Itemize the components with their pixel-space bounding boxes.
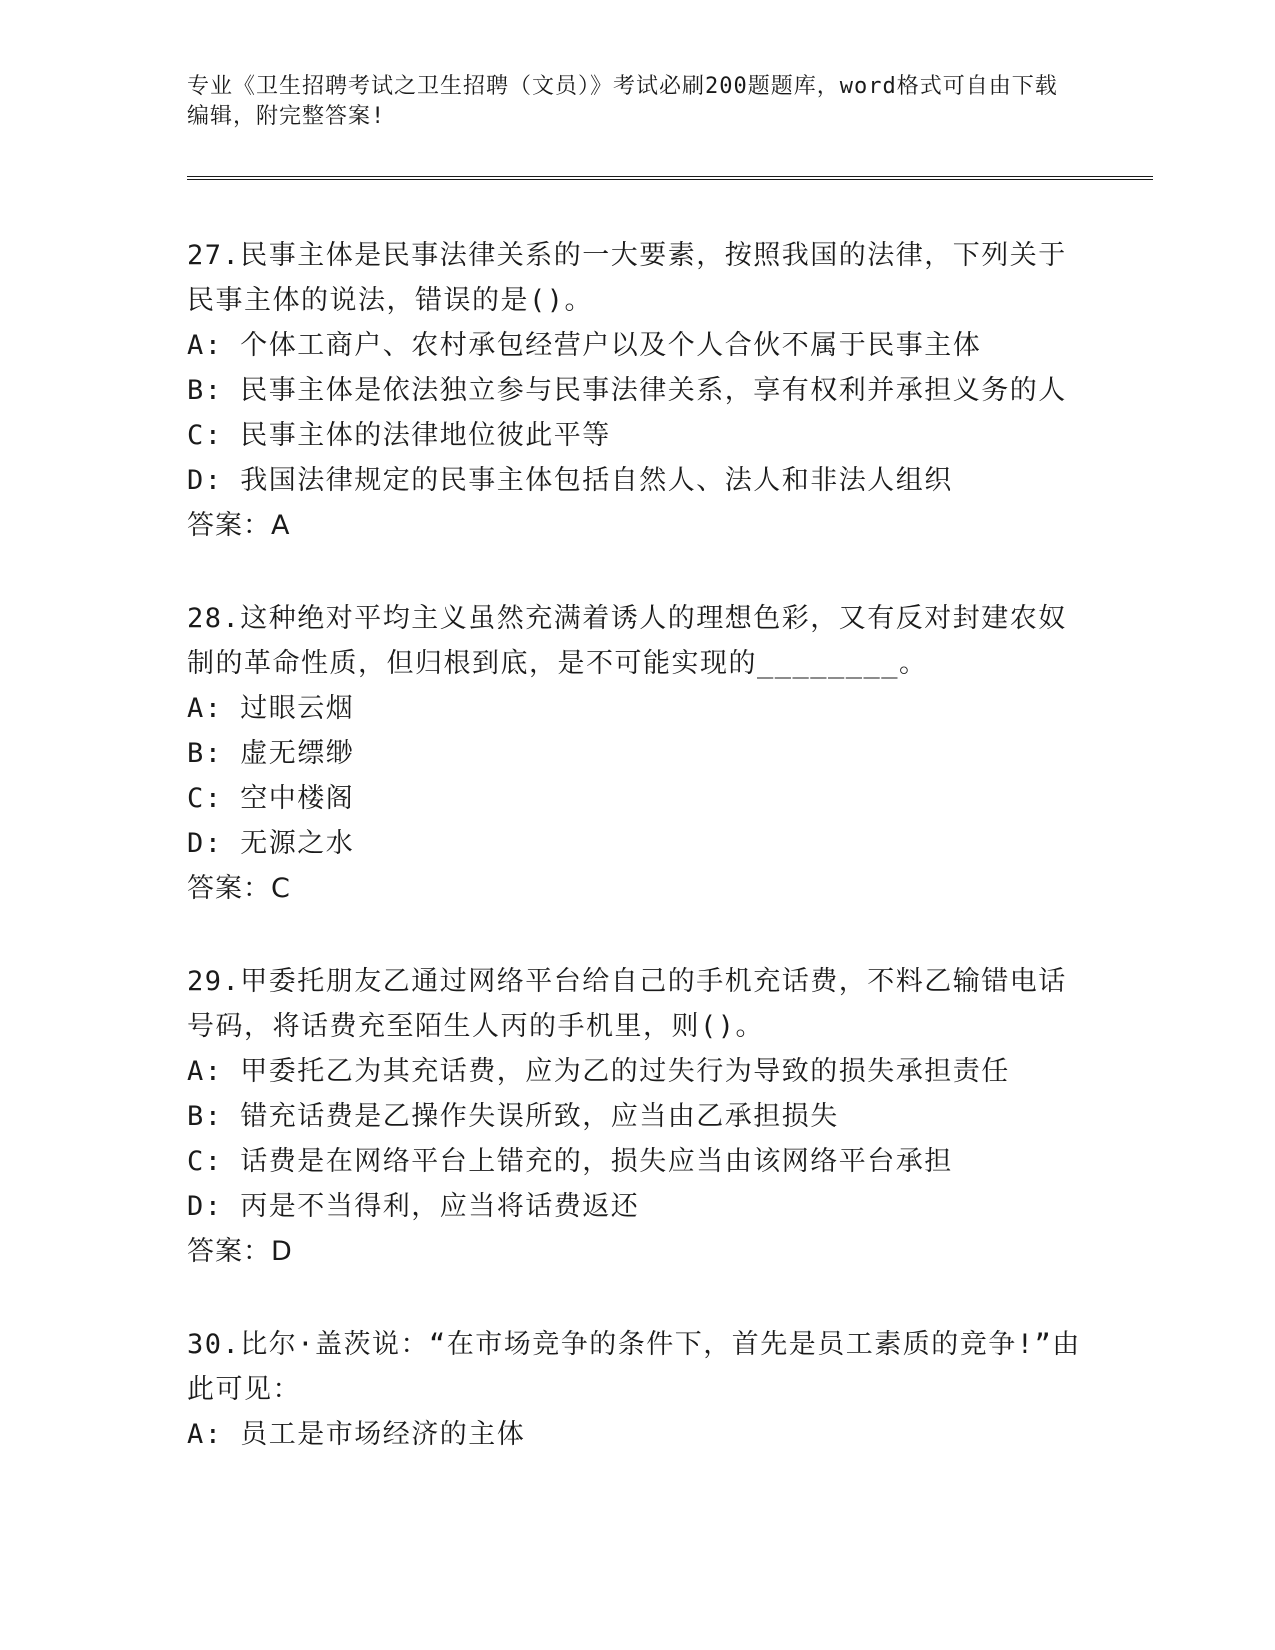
- option-c: C: 空中楼阁: [187, 783, 355, 814]
- answer-line: 答案：A: [187, 510, 291, 541]
- question-stem: 27.民事主体是民事法律关系的一大要素，按照我国的法律，下列关于民事主体的说法，错误的是()。: [187, 240, 1067, 316]
- option-a: A: 员工是市场经济的主体: [187, 1419, 526, 1450]
- question-27: [187, 233, 1087, 548]
- page-header-text: 专业《卫生招聘考试之卫生招聘（文员）》考试必刷200题题库，word格式可自由下载编辑，附完整答案!: [187, 74, 1058, 129]
- question-stem: 28.这种绝对平均主义虽然充满着诱人的理想色彩，又有反对封建农奴制的革命性质，但归根到底，是不可能实现的________。: [187, 603, 1067, 679]
- question-30: [187, 1322, 1087, 1457]
- question-list: [187, 233, 1087, 1505]
- option-c: C: 民事主体的法律地位彼此平等: [187, 420, 611, 451]
- option-d: D: 无源之水: [187, 828, 355, 859]
- question-29: [187, 959, 1087, 1274]
- option-b: B: 虚无缥缈: [187, 738, 355, 769]
- option-a: A: 甲委托乙为其充话费，应为乙的过失行为导致的损失承担责任: [187, 1056, 1010, 1087]
- option-b: B: 民事主体是依法独立参与民事法律关系，享有权利并承担义务的人: [187, 375, 1067, 406]
- question-stem: 29.甲委托朋友乙通过网络平台给自己的手机充话费，不料乙输错电话号码，将话费充至陌生人丙的手机里，则()。: [187, 966, 1067, 1042]
- question-stem: 30.比尔·盖茨说：“在市场竞争的条件下，首先是员工素质的竞争!”由此可见：: [187, 1329, 1081, 1405]
- option-d: D: 丙是不当得利，应当将话费返还: [187, 1191, 640, 1222]
- question-28: [187, 596, 1087, 911]
- answer-line: 答案：D: [187, 1236, 293, 1267]
- option-a: A: 个体工商户、农村承包经营户以及个人合伙不属于民事主体: [187, 330, 982, 361]
- option-b: B: 错充话费是乙操作失误所致，应当由乙承担损失: [187, 1101, 839, 1132]
- option-c: C: 话费是在网络平台上错充的，损失应当由该网络平台承担: [187, 1146, 953, 1177]
- header-double-rule: [187, 176, 1153, 180]
- option-d: D: 我国法律规定的民事主体包括自然人、法人和非法人组织: [187, 465, 953, 496]
- option-a: A: 过眼云烟: [187, 693, 355, 724]
- answer-line: 答案：C: [187, 873, 291, 904]
